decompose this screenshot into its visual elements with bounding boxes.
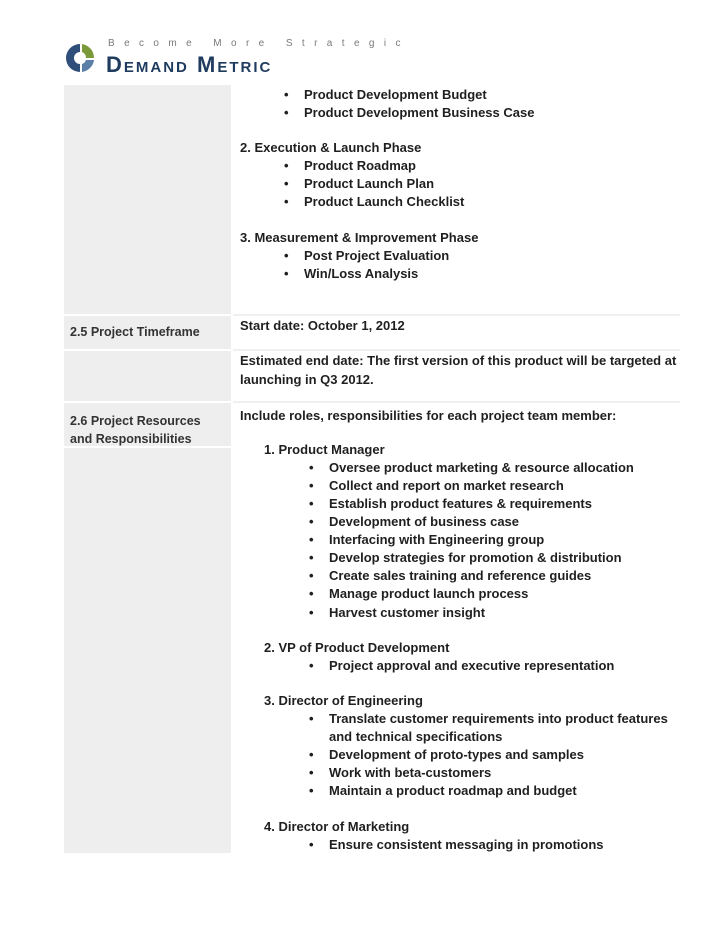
end-date-line: launching in Q3 2012.	[240, 372, 374, 387]
list-item: • Development of proto-types and samples	[329, 746, 584, 764]
row-divider	[233, 314, 680, 316]
list-item-continuation: and technical specifications	[329, 729, 503, 744]
row-divider	[64, 401, 231, 403]
list-item: • Establish product features & requirements	[329, 495, 592, 513]
list-item: • Product Launch Plan	[304, 175, 434, 193]
list-item: • Post Project Evaluation	[304, 247, 449, 265]
list-item: • Translate customer requirements into product features	[329, 710, 668, 728]
row-divider	[233, 349, 680, 351]
list-item: • Project approval and executive representation	[329, 657, 614, 675]
phase-title: 2. Execution & Launch Phase	[240, 140, 422, 155]
resources-intro: Include roles, responsibilities for each project team member:	[240, 408, 617, 423]
list-item: • Harvest customer insight	[329, 604, 485, 622]
label-column	[64, 85, 231, 853]
list-item: • Product Roadmap	[304, 157, 416, 175]
role-title: 4. Director of Marketing	[264, 819, 410, 834]
list-item: • Interfacing with Engineering group	[329, 531, 544, 549]
list-item: • Oversee product marketing & resource allocation	[329, 459, 634, 477]
list-item: • Work with beta-customers	[329, 764, 491, 782]
logo-brand: Demand Metric	[106, 52, 273, 77]
list-item: • Product Development Budget	[304, 86, 487, 104]
list-item: • Collect and report on market research	[329, 477, 564, 495]
start-date: Start date: October 1, 2012	[240, 318, 405, 333]
role-title: 2. VP of Product Development	[264, 640, 450, 655]
end-date-line: Estimated end date: The first version of this product will be targeted at	[240, 353, 677, 368]
list-item: • Manage product launch process	[329, 585, 528, 603]
list-item: • Develop strategies for promotion & distribution	[329, 549, 622, 567]
list-item: • Win/Loss Analysis	[304, 265, 418, 283]
list-item: • Ensure consistent messaging in promotions	[329, 836, 604, 854]
demand-metric-logo	[64, 38, 410, 78]
list-item: • Maintain a product roadmap and budget	[329, 782, 577, 800]
row-divider	[64, 349, 231, 351]
row-divider	[233, 401, 680, 403]
logo-tagline: Become More Strategic	[108, 38, 410, 49]
project-table	[64, 85, 680, 853]
resources-label: 2.6 Project Resources and Responsibilities	[70, 414, 201, 446]
list-item: • Development of business case	[329, 513, 519, 531]
logo-mark-icon	[64, 42, 96, 74]
list-item: • Product Launch Checklist	[304, 193, 464, 211]
list-item: • Create sales training and reference guides	[329, 567, 591, 585]
row-divider	[64, 314, 231, 316]
list-item: • Product Development Business Case	[304, 104, 534, 122]
role-title: 1. Product Manager	[264, 442, 385, 457]
phase-title: 3. Measurement & Improvement Phase	[240, 230, 479, 245]
timeframe-label: 2.5 Project Timeframe	[70, 325, 200, 339]
role-title: 3. Director of Engineering	[264, 693, 423, 708]
